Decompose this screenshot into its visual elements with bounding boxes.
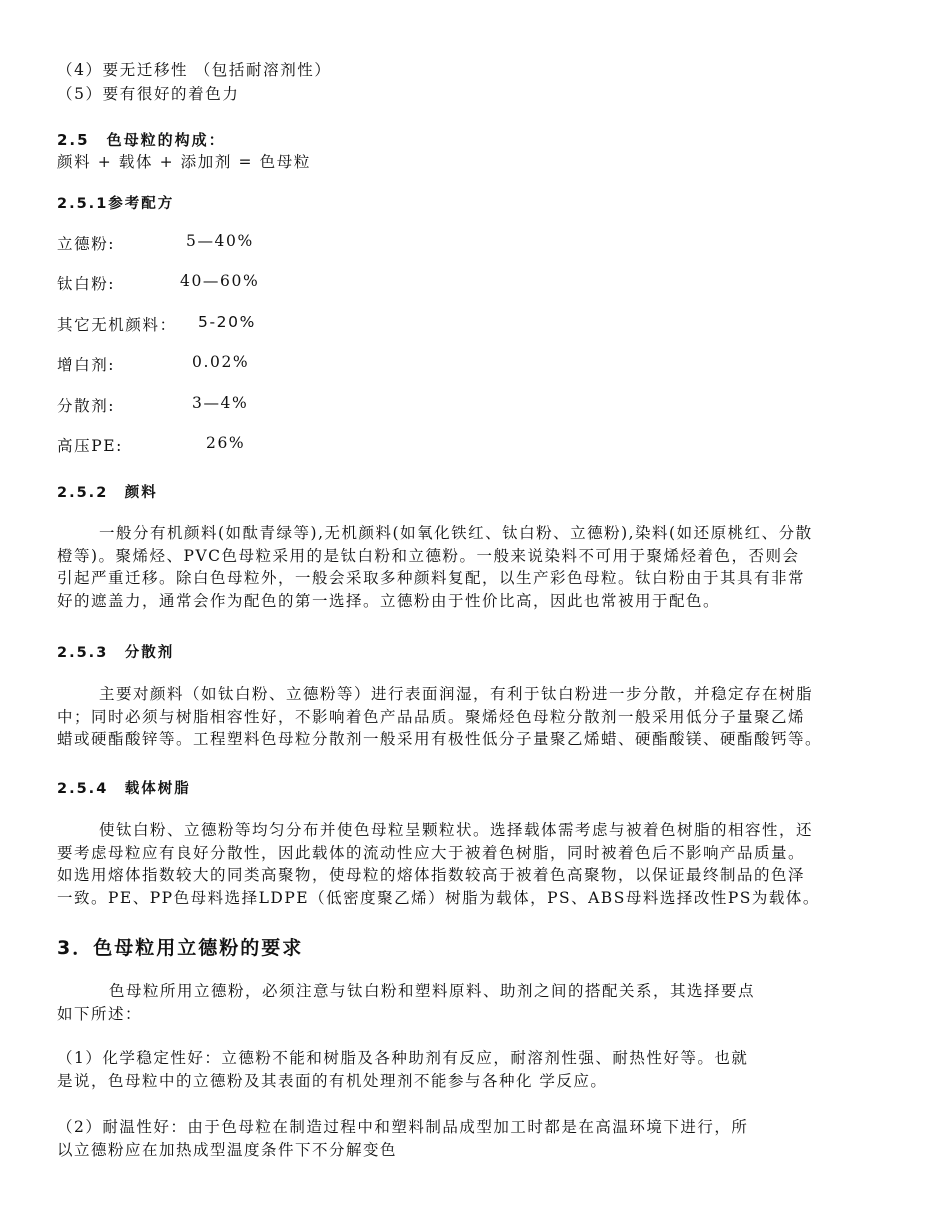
section-3-intro [57, 980, 893, 1025]
paragraph-line: 主要对颜料（如钛白粉、立德粉等）进行表面润湿，有利于钛白粉进一步分散，并稳定存在树脂 [99, 685, 814, 703]
section-2-5-2-heading: 2.5.2 颜料 [57, 485, 158, 501]
carrier-resin-paragraph [57, 819, 893, 909]
ingredient-name: 立德粉: [57, 235, 116, 253]
ingredient-value: 40—60% [180, 272, 260, 290]
paragraph-line: 蜡或硬酯酸锌等。工程塑料色母粒分散剂一般采用有极性低分子量聚乙烯蜡、硬酯酸镁、硬酯酸钙等。 [57, 730, 823, 748]
pigment-paragraph [57, 522, 893, 612]
ingredient-value: 0.02% [192, 353, 250, 371]
paragraph-line: 如下所述： [57, 1004, 143, 1023]
list-item-5: （5）要有很好的着色力 [57, 85, 240, 103]
paragraph-line: （2）耐温性好：由于色母粒在制造过程中和塑料制品成型加工时都是在高温环境下进行，所 [57, 1118, 749, 1136]
paragraph-line: 中；同时必须与树脂相容性好，不影响着色产品品质。聚烯烃色母粒分散剂一般采用低分子量聚乙烯 [57, 707, 806, 726]
ingredient-name: 钛白粉: [57, 275, 116, 293]
composition-formula: 颜料 + 载体 + 添加剂 = 色母粒 [57, 153, 311, 171]
paragraph-line: 引起严重迁移。除白色母粒外，一般会采取多种颜料复配，以生产彩色母粒。钛白粉由于其具有非常 [57, 569, 806, 587]
section-2-5-4-heading: 2.5.4 载体树脂 [57, 781, 191, 797]
ingredient-value: 26% [206, 434, 246, 452]
section-2-5-heading: 2.5 色母粒的构成： [57, 131, 226, 149]
dispersant-paragraph [57, 683, 893, 751]
paragraph-line: 橙等)。聚烯烃、PVC色母粒采用的是钛白粉和立德粉。一般来说染料不可用于聚烯烃着色，否则会 [57, 546, 800, 565]
paragraph-line: 色母粒所用立德粉，必须注意与钛白粉和塑料原料、助剂之间的搭配关系，其选择要点 [109, 982, 756, 1000]
ingredient-name: 其它无机颜料： [57, 316, 177, 334]
ingredient-name: 增白剂: [57, 356, 116, 374]
paragraph-line: 如选用熔体指数较大的同类高聚物，使母粒的熔体指数较高于被着色高聚物，以保证最终制品的色泽 [57, 866, 806, 884]
paragraph-line: 好的遮盖力，通常会作为配色的第一选择。立德粉由于性价比高，因此也常被用于配色。 [57, 591, 721, 610]
ingredient-name: 高压PE: [57, 437, 123, 455]
requirement-item-2 [57, 1116, 893, 1161]
paragraph-line: 一致。PE、PP色母料选择LDPE（低密度聚乙烯）树脂为载体，PS、ABS母料选择改性PS为载体。 [57, 888, 820, 907]
paragraph-line: （1）化学稳定性好：立德粉不能和树脂及各种助剂有反应，耐溶剂性强、耐热性好等。也就 [57, 1049, 749, 1067]
ingredient-value: 5—40% [186, 232, 254, 250]
section-3-heading: 3．色母粒用立德粉的要求 [57, 937, 304, 959]
ingredient-name: 分散剂: [57, 397, 116, 415]
paragraph-line: 是说，色母粒中的立德粉及其表面的有机处理剂不能参与各种化 学反应。 [57, 1071, 608, 1090]
list-item-4: （4）要无迁移性 （包括耐溶剂性） [57, 61, 332, 79]
paragraph-line: 使钛白粉、立德粉等均匀分布并使色母粒呈颗粒状。选择载体需考虑与被着色树脂的相容性，还 [99, 821, 814, 839]
section-2-5-3-heading: 2.5.3 分散剂 [57, 645, 175, 661]
section-2-5-1-heading: 2.5.1参考配方 [57, 196, 175, 212]
ingredient-value: 5-20% [198, 313, 256, 331]
ingredient-value: 3—4% [192, 394, 249, 412]
paragraph-line: 一般分有机颜料(如酞青绿等),无机颜料(如氧化铁红、钛白粉、立德粉),染料(如还原桃红、分散 [99, 524, 813, 542]
paragraph-line: 以立德粉应在加热成型温度条件下不分解变色 [57, 1140, 398, 1159]
requirement-item-1 [57, 1047, 893, 1092]
paragraph-line: 要考虑母粒应有良好分散性，因此载体的流动性应大于被着色树脂，同时被着色后不影响产品质量。 [57, 843, 806, 862]
